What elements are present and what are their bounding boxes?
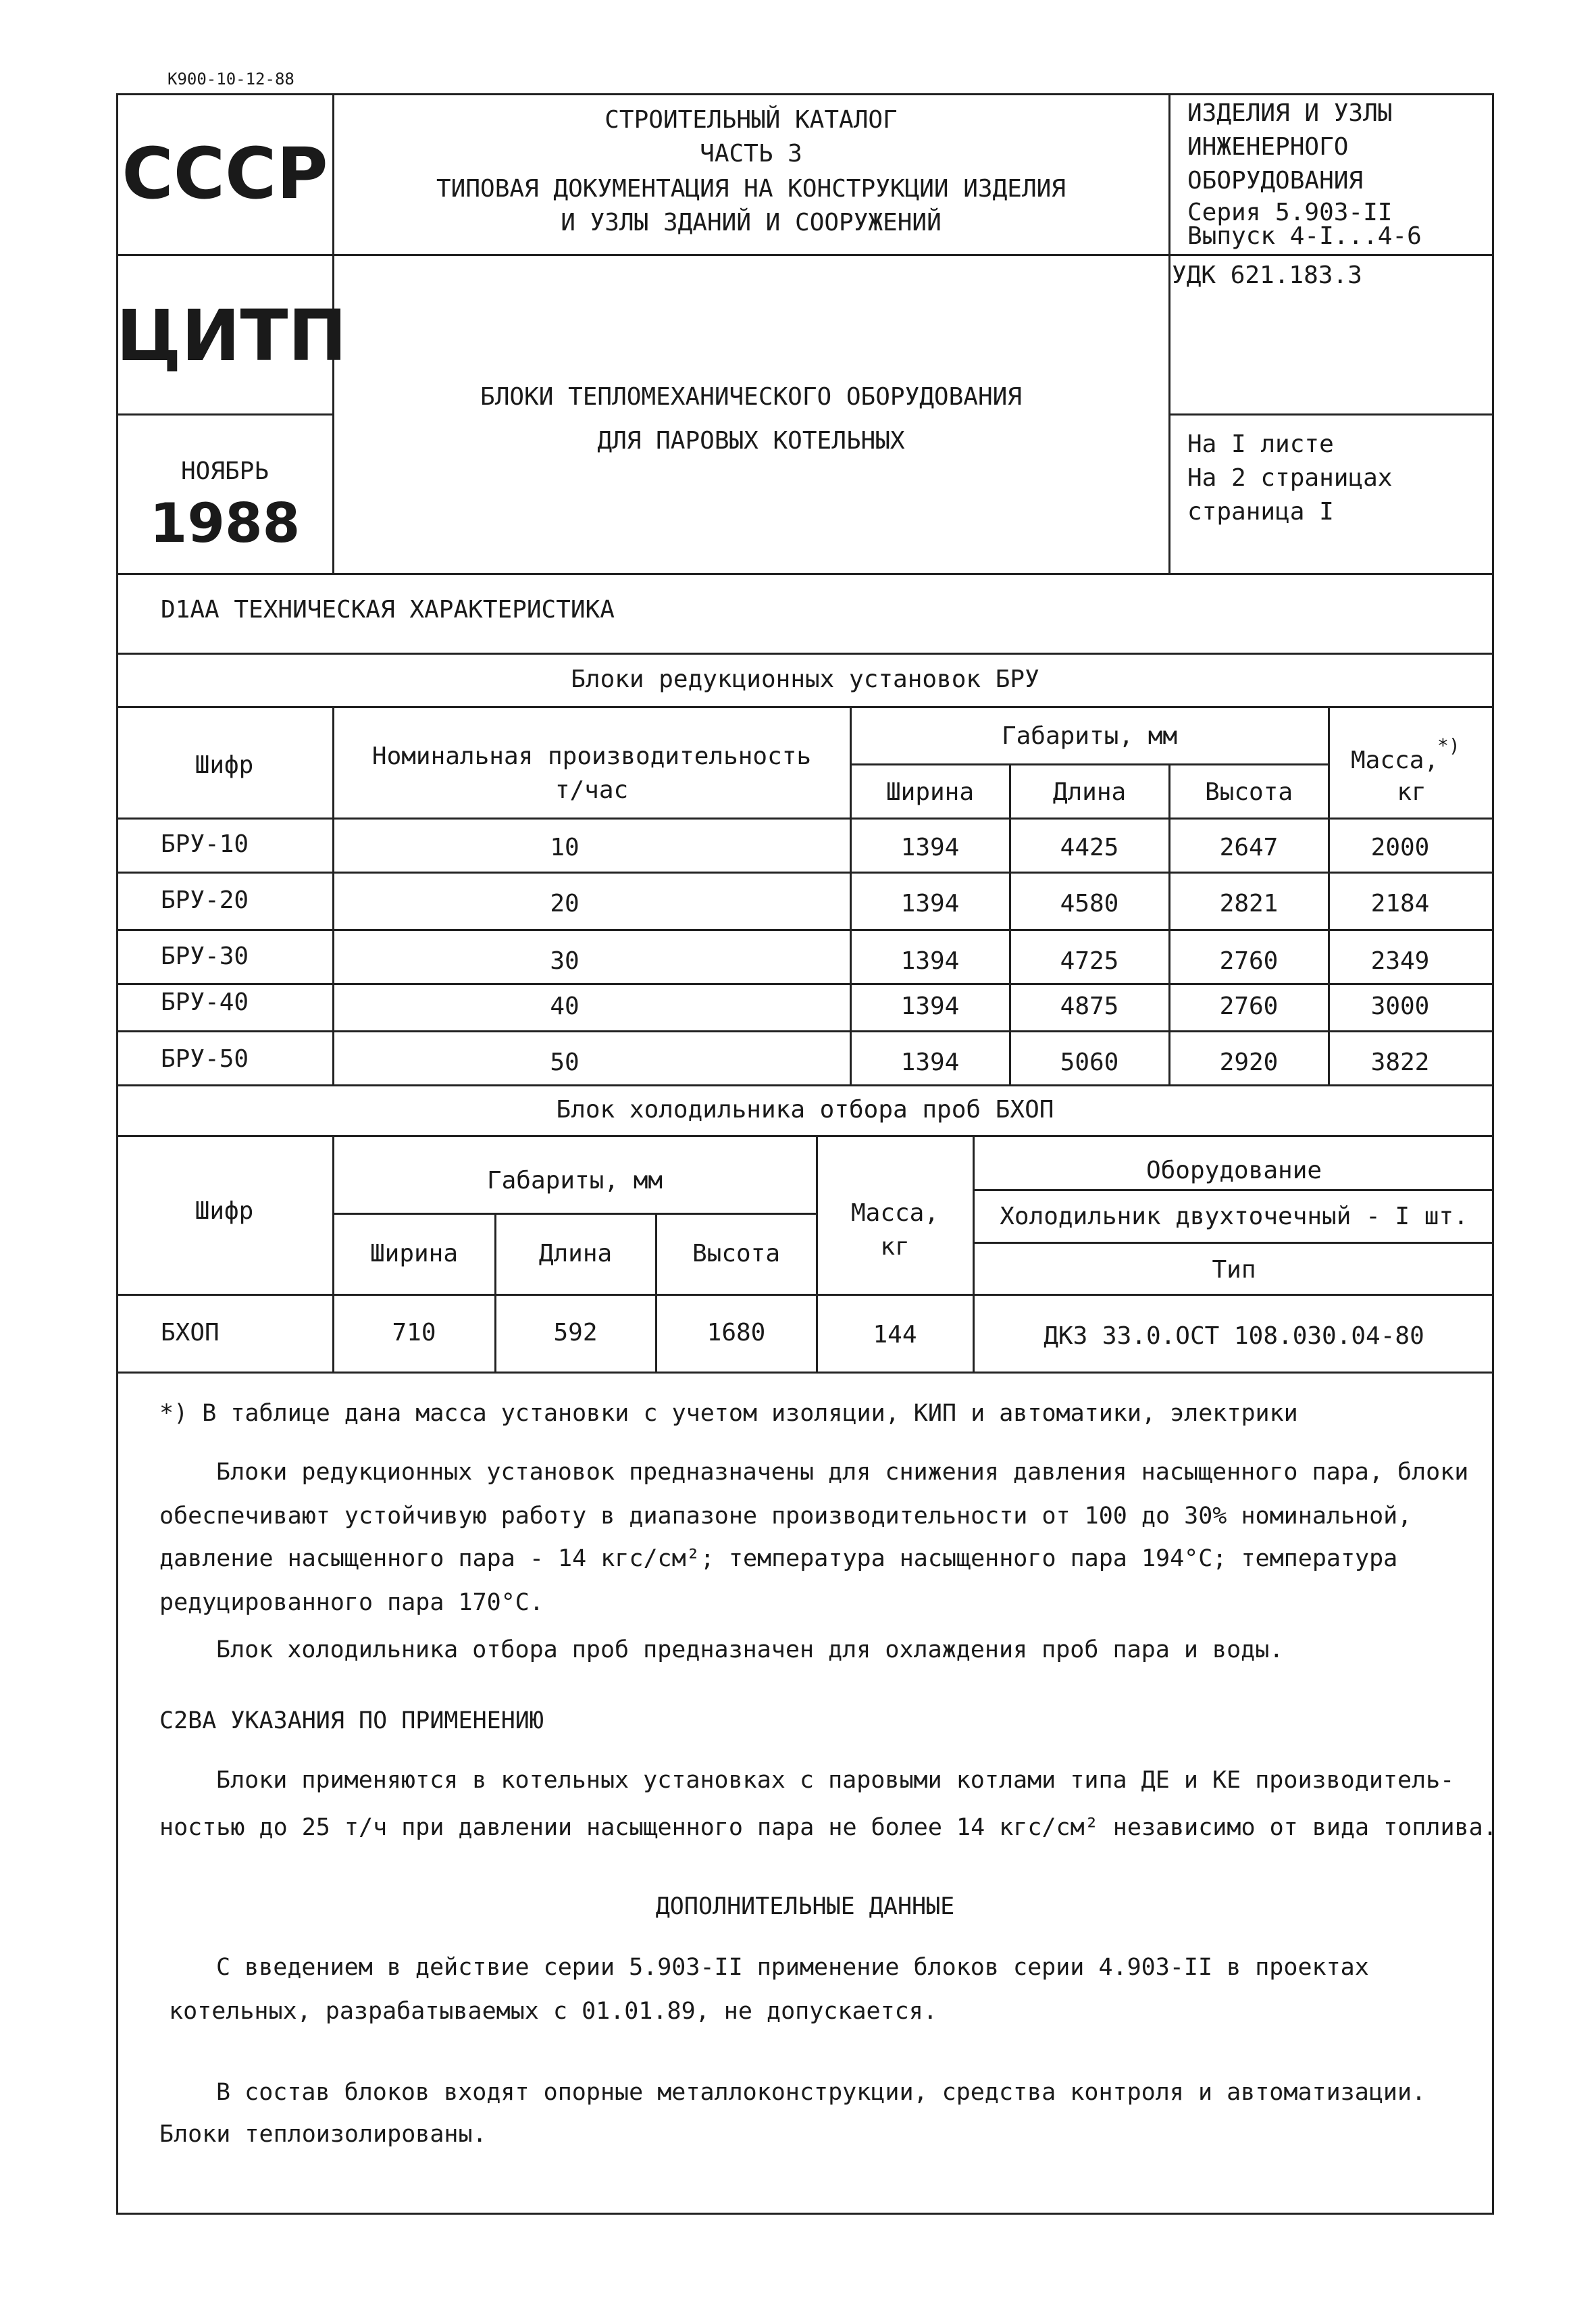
table-2-header-width: Ширина <box>369 1240 459 1267</box>
table-1-dim-line <box>850 763 1328 765</box>
header-line-left-mid <box>116 413 334 416</box>
header-line-1 <box>116 254 1494 256</box>
table-row-height: 2920 <box>1219 1049 1279 1076</box>
table-row-length: 4425 <box>1060 834 1119 861</box>
table-row-mass: 2184 <box>1370 890 1430 917</box>
table-row-width: 1394 <box>900 1049 960 1076</box>
table-row-capacity: 10 <box>550 834 580 861</box>
table-2-row-width: 710 <box>392 1319 436 1347</box>
document-code: К900-10-12-88 <box>168 70 294 89</box>
section-3-heading: ДОПОЛНИТЕЛЬНЫЕ ДАННЫЕ <box>655 1893 955 1920</box>
table-1-line-a <box>116 706 1494 708</box>
paragraph-line: ностью до 25 т/ч при давлении насыщенного пара не более 14 кгс/см² независимо от вида топлива. <box>159 1814 1497 1841</box>
organization-label: ЦИТП <box>116 295 347 377</box>
table-row-length: 4725 <box>1060 947 1119 975</box>
paragraph-line: Блок холодильника отбора проб предназначен для охлаждения проб пара и воды. <box>216 1636 1284 1663</box>
country-label: СССР <box>122 132 328 215</box>
table-row-width: 1394 <box>900 890 960 917</box>
udk-label: УДК 621.183.3 <box>1172 261 1362 289</box>
page-count: На 2 страницах <box>1187 464 1393 492</box>
sheet-count: На I листе <box>1187 430 1334 458</box>
paragraph-line: Блоки редукционных установок предназначены для снижения давления насыщенного пара, блоки <box>216 1459 1469 1486</box>
table-row-capacity: 30 <box>550 947 580 975</box>
table-2-header-code: Шифр <box>195 1197 254 1225</box>
table-row-code: БРУ-50 <box>161 1045 249 1073</box>
catalog-line-3: ТИПОВАЯ ДОКУМЕНТАЦИЯ НА КОНСТРУКЦИИ ИЗДЕЛИЯ <box>436 175 1066 203</box>
table-row-mass: 2349 <box>1370 947 1430 975</box>
table-2-vline-2 <box>494 1213 496 1372</box>
table-2-dim-line <box>332 1213 816 1215</box>
paragraph-line: обеспечивают устойчивую работу в диапазоне производительности от 100 до 30% номинальной, <box>159 1503 1412 1530</box>
month-label: НОЯБРЬ <box>180 457 269 485</box>
table-row-height: 2647 <box>1219 834 1279 861</box>
table-1-vline-4 <box>1168 763 1170 1084</box>
series-label: Серия 5.903-II <box>1187 199 1393 226</box>
table-2-row-code: БХОП <box>161 1319 220 1347</box>
table-row-mass: 3000 <box>1370 992 1430 1020</box>
header-vline-right <box>1168 93 1170 574</box>
table-row-height: 2760 <box>1219 947 1279 975</box>
catalog-line-1: СТРОИТЕЛЬНЫЙ КАТАЛОГ <box>604 106 898 134</box>
header-line-right-mid <box>1168 413 1494 416</box>
table-row-code: БРУ-10 <box>161 830 249 858</box>
section-1-heading: D1AA ТЕХНИЧЕСКАЯ ХАРАКТЕРИСТИКА <box>161 596 615 624</box>
table-2-row-type: ДКЗ 33.0.ОСТ 108.030.04-80 <box>1044 1322 1424 1350</box>
table-1-header-mass-unit: кг <box>1397 778 1426 806</box>
table-1-vline-3 <box>1009 763 1011 1084</box>
table-1-header-mass-footnote: *) <box>1437 734 1460 757</box>
table-row-code: БРУ-30 <box>161 942 249 970</box>
table-row-mass: 2000 <box>1370 834 1430 861</box>
table-row-mass: 3822 <box>1370 1049 1430 1076</box>
table-2-equip-line-2 <box>973 1242 1494 1244</box>
catalog-line-2: ЧАСТЬ 3 <box>700 140 802 168</box>
paragraph-line: редуцированного пара 170°С. <box>159 1589 544 1616</box>
table-2-bottom-line <box>116 1372 1494 1374</box>
document-title-line-2: ДЛЯ ПАРОВЫХ КОТЕЛЬНЫХ <box>597 427 905 455</box>
table-row-length: 5060 <box>1060 1049 1119 1076</box>
table-2-header-dimensions: Габариты, мм <box>486 1167 663 1194</box>
table-1-row-line-3 <box>116 983 1494 985</box>
paragraph-line: котельных, разрабатываемых с 01.01.89, не допускается. <box>169 1998 937 2025</box>
table-row-height: 2760 <box>1219 992 1279 1020</box>
year-label: 1988 <box>149 492 301 555</box>
table-2-header-height: Высота <box>692 1240 781 1267</box>
table-2-header-length: Длина <box>538 1240 613 1267</box>
table-row-capacity: 20 <box>550 890 580 917</box>
table-2-header-line <box>116 1294 1494 1296</box>
footnote: *) В таблице дана масса установки с учетом изоляции, КИП и автоматики, электрики <box>159 1400 1298 1427</box>
table-row-width: 1394 <box>900 992 960 1020</box>
table-row-capacity: 50 <box>550 1049 580 1076</box>
table-1-header-width: Ширина <box>885 778 975 806</box>
paragraph-line: давление насыщенного пара - 14 кгс/см²; температура насыщенного пара 194°С; температура <box>159 1545 1398 1572</box>
section-2-heading: C2BA УКАЗАНИЯ ПО ПРИМЕНЕНИЮ <box>159 1707 544 1734</box>
section-line-2: ИНЖЕНЕРНОГО <box>1187 133 1349 161</box>
table-row-width: 1394 <box>900 947 960 975</box>
table-row-capacity: 40 <box>550 992 580 1020</box>
table-2-header-type: Тип <box>1212 1256 1256 1284</box>
table-2-row-length: 592 <box>553 1319 598 1347</box>
table-2-header-mass: Масса, <box>850 1199 939 1227</box>
table-2-row-height: 1680 <box>706 1319 766 1347</box>
table-row-width: 1394 <box>900 834 960 861</box>
table-2-header-equipment: Оборудование <box>1145 1157 1322 1184</box>
table-1-header-height: Высота <box>1204 778 1293 806</box>
section-1-divider <box>116 653 1494 655</box>
section-line-3: ОБОРУДОВАНИЯ <box>1187 167 1364 195</box>
table-row-code: БРУ-20 <box>161 886 249 914</box>
table-1-header-capacity-unit: т/час <box>555 776 629 804</box>
table-1-row-line-1 <box>116 872 1494 874</box>
table-1-caption: Блоки редукционных установок БРУ <box>571 665 1039 693</box>
catalog-line-4: И УЗЛЫ ЗДАНИЙ И СООРУЖЕНИЙ <box>561 209 942 236</box>
document-title-line-1: БЛОКИ ТЕПЛОМЕХАНИЧЕСКОГО ОБОРУДОВАНИЯ <box>480 383 1022 411</box>
table-row-code: БРУ-40 <box>161 988 249 1016</box>
paragraph-line: Блоки теплоизолированы. <box>159 2121 487 2148</box>
table-1-bottom-line <box>116 1084 1494 1086</box>
table-2-header-mass-unit: кг <box>880 1233 910 1261</box>
page-number: страница I <box>1187 498 1334 526</box>
section-line-1: ИЗДЕЛИЯ И УЗЛЫ <box>1187 99 1393 127</box>
table-1-header-code: Шифр <box>195 751 254 779</box>
table-row-length: 4580 <box>1060 890 1119 917</box>
paragraph-line: С введением в действие серии 5.903-II применение блоков серии 4.903-II в проектах <box>216 1954 1369 1981</box>
table-1-header-mass: Масса, <box>1351 747 1439 774</box>
table-1-row-line-2 <box>116 929 1494 931</box>
table-2-row-mass: 144 <box>873 1321 917 1349</box>
table-row-length: 4875 <box>1060 992 1119 1020</box>
table-1-row-line-4 <box>116 1030 1494 1032</box>
table-1-header-dimensions: Габариты, мм <box>1001 722 1178 750</box>
table-1-header-capacity: Номинальная производительность <box>371 743 812 770</box>
table-2-vline-3 <box>655 1213 657 1372</box>
paragraph-line: В состав блоков входят опорные металлоконструкции, средства контроля и автоматизации. <box>216 2079 1426 2106</box>
paragraph-line: Блоки применяются в котельных установках с паровыми котлами типа ДЕ и КЕ производитель- <box>216 1767 1455 1794</box>
table-1-header-length: Длина <box>1052 778 1127 806</box>
table-2-caption: Блок холодильника отбора проб БХОП <box>556 1096 1054 1124</box>
table-2-equipment-item: Холодильник двухточечный - I шт. <box>1000 1203 1468 1230</box>
table-2-top-line <box>116 1135 1494 1137</box>
header-line-bottom <box>116 573 1494 575</box>
table-2-equip-line-1 <box>973 1189 1494 1191</box>
issue-label: Выпуск 4-I...4-6 <box>1187 222 1422 250</box>
table-1-header-line <box>116 818 1494 820</box>
table-row-height: 2821 <box>1219 890 1279 917</box>
